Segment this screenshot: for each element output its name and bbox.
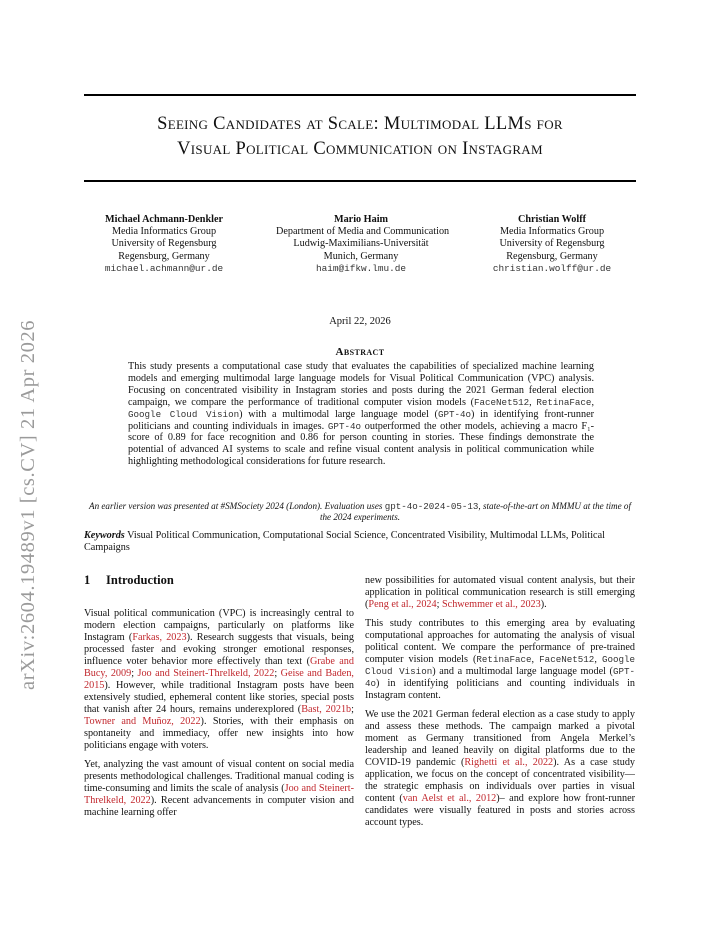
author-location: Munich, Germany (323, 250, 399, 262)
author-email[interactable]: michael.achmann@ur.de (104, 262, 224, 274)
paragraph (84, 608, 354, 752)
author-1 (94, 214, 234, 275)
section-heading: 1 Introduction (84, 573, 174, 587)
arxiv-id-text: arXiv:2604.19489v1 [cs.CV] 21 Apr 2026 (17, 319, 39, 690)
title-line-1: Seeing Candidates at Scale: Multimodal LLMs for (157, 114, 563, 134)
arxiv-identifier (17, 260, 51, 690)
citation-link[interactable]: Schwemmer et al., 2023 (442, 599, 541, 610)
citation-link[interactable]: van Aelst et al., 2012 (402, 793, 497, 804)
citation-link[interactable]: Peng et al., 2024 (368, 599, 437, 610)
author-name: Christian Wolff (517, 214, 587, 225)
code-text: Google Cloud Vision (365, 654, 636, 677)
author-name: Michael Achmann-Denkler (105, 214, 223, 225)
citation-link[interactable]: Grabe and Bucy, 2009 (84, 656, 354, 679)
publication-date: April 22, 2026 (329, 316, 391, 327)
paragraph-text: ). Recent advancements in computer vision and machine learning offer (84, 795, 354, 818)
author-location: Regensburg, Germany (118, 250, 210, 262)
author-2 (276, 214, 450, 275)
paragraph-text: ). Research suggests that visuals, being processed faster and evoking stronger emotional responses, influence voter behavior more effectively than text ( (84, 632, 354, 667)
citation-link[interactable]: Bast, 2021b (301, 704, 352, 715)
paragraph (365, 709, 635, 829)
paragraph-text: ) in identifying politicians and counting individuals in Instagram content. (365, 678, 635, 701)
paragraph-text: )– and explore how front-runner candidates were visually featured in posts and stories across account types. (365, 793, 635, 828)
author-email[interactable]: haim@ifkw.lmu.de (315, 262, 406, 274)
version-note: An earlier version was presented at #SMSociety 2024 (London). Evaluation uses gpt-4o-2024-05-13, state-of-the-art on MMMU at the time of the 2024 experiments. (89, 501, 631, 522)
author-affiliation: Media Informatics Group (499, 226, 605, 238)
keywords-text: Visual Political Communication, Computational Social Science, Concentrated Visibility, Multimodal LLMs, Political Campaigns (84, 530, 605, 553)
paragraph-text: ). As a case study application, we focus on the concept of concentrated visibility—the strategic emphasis on individuals over parties in visual content ( (365, 757, 636, 804)
author-3 (482, 214, 622, 275)
author-name: Mario Haim (333, 214, 389, 225)
paragraph-text: Yet, analyzing the vast amount of visual content on social media presents methodological challenges. Traditional manual coding is time-consuming and limits the scale of analysis ( (84, 759, 354, 794)
paragraph-text: Visual political communication (VPC) is increasingly central to modern election campaigns, particularly on platforms like Instagram ( (84, 608, 354, 643)
paragraph-text: new possibilities for automated visual content analysis, but their application in political communication research is still emerging ( (365, 575, 635, 610)
citation-link[interactable]: Towner and Muñoz, 2022 (84, 716, 201, 727)
citation-link[interactable]: Farkas, 2023 (132, 632, 187, 643)
citation-link[interactable]: Righetti et al., 2022 (464, 757, 554, 768)
right-column (365, 575, 635, 836)
paragraph (365, 618, 635, 702)
code-text: RetinaFace (476, 654, 532, 665)
author-affiliation: University of Regensburg (499, 238, 605, 250)
paragraph-text: ; (351, 704, 354, 715)
paragraph-text: We use the 2021 German federal election as a case study to apply and assess these methods. The campaign marked a pivotal moment as Germany transitioned from Angela Merkel’s leadership and leaned heavily on digital platforms due to the COVID-19 pandemic ( (365, 709, 635, 768)
paragraph-text: ; (274, 668, 281, 679)
citation-link[interactable]: Joo and Steinert-Threlkeld, 2022 (84, 783, 354, 806)
paragraph-text: ) and a multimodal large language model ( (432, 666, 613, 677)
citation-link[interactable]: Joo and Steinert-Threlkeld, 2022 (137, 668, 275, 679)
title-bottom-rule (84, 180, 636, 182)
abstract-body: This study presents a computational case study that evaluates the capabilities of specialized machine learning models and emerging multimodal large language models for Visual Political Communication (VPC) analysis. Focusing on concentrated visibility in Instagram stories and posts during the 2021 German federal election campaign, we compare the performance of traditional computer vision models (FaceNet512, RetinaFace, Google Cloud Vision) with a multimodal large language model (GPT-4o) in identifying front-runner politicians and counting individuals in images. GPT-4o outperformed the other models, achieving a macro F₁-score of 0.89 for face recognition and 0.86 for person counting in stories. These findings demonstrate the potential of advanced AI systems to scale and refine visual content analysis in political communication while highlighting methodological considerations for future research. (128, 361, 595, 468)
paragraph-text: ; (436, 599, 442, 610)
paragraph-text: , (594, 654, 602, 665)
paragraph (365, 575, 635, 611)
paragraph-text: ). (540, 599, 547, 610)
author-affiliation: Ludwig-Maximilians-Universität (293, 238, 429, 250)
paragraph-text: , (531, 654, 540, 665)
abstract-heading: Abstract (335, 346, 385, 358)
title-line-2: Visual Political Communication on Instagram (177, 139, 543, 159)
paragraph (84, 759, 354, 819)
author-email[interactable]: christian.wolff@ur.de (492, 262, 612, 274)
keywords (84, 530, 636, 554)
author-affiliation: Media Informatics Group (111, 226, 217, 238)
title-top-rule (84, 94, 636, 96)
left-column (84, 574, 354, 826)
code-text: GPT-4o (365, 666, 635, 689)
author-affiliation: Department of Media and Communication (276, 226, 450, 238)
citation-link[interactable]: Geise and Baden, 2015 (84, 668, 354, 691)
paper-title (84, 112, 636, 162)
paragraph-text: This study contributes to this emerging area by evaluating computational approaches for automating the analysis of visual political content. We compare the performance of pre-trained computer vision models ( (365, 618, 635, 665)
paragraph-text: ). However, while traditional Instagram posts have been extensively studied, ephemeral content like stories, special posts that vanish after 24 hours, remains underexplored ( (84, 680, 354, 715)
author-location: Regensburg, Germany (506, 250, 598, 262)
keywords-label: Keywords (84, 530, 125, 541)
author-affiliation: University of Regensburg (111, 238, 217, 250)
code-text: FaceNet512 (539, 654, 595, 665)
paragraph-text: ). Stories, with their emphasis on spontaneity and immediacy, offer new insights into how politicians engage with voters. (84, 716, 355, 751)
paragraph-text: ; (131, 668, 138, 679)
